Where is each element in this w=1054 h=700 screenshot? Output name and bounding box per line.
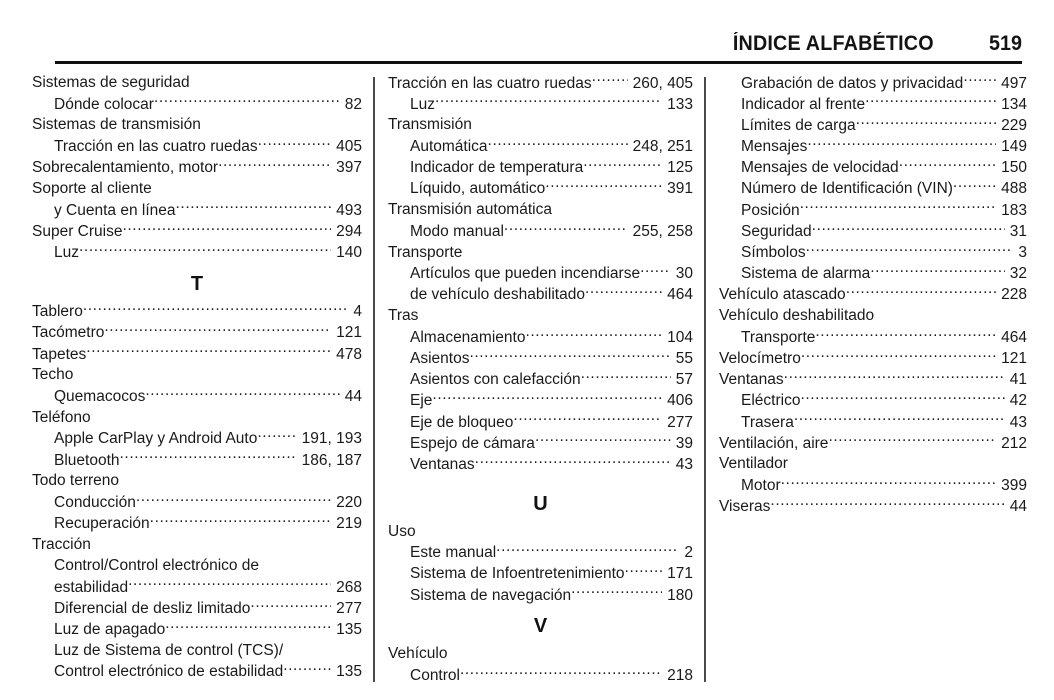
dot-leader	[165, 619, 331, 635]
index-entry-page-number: 488	[1001, 180, 1027, 198]
index-entry-label: Sistema de navegación	[410, 586, 572, 604]
index-entry-page-number: 212	[1001, 434, 1027, 452]
index-entry[interactable]	[388, 432, 693, 453]
index-entry[interactable]	[719, 432, 1027, 453]
index-entry[interactable]	[32, 597, 362, 618]
index-entry-label: Indicador de temperatura	[410, 159, 584, 177]
index-entry-page-number: 229	[1001, 116, 1027, 134]
index-entry-label: Sistema de Infoentretenimiento	[410, 565, 625, 583]
index-entry-page-number: 125	[667, 159, 693, 177]
dot-leader	[581, 369, 671, 385]
dot-leader	[815, 326, 996, 342]
index-entry-page-number: 134	[1001, 95, 1027, 113]
dot-leader	[83, 301, 349, 317]
index-entry-page-number: 135	[336, 663, 362, 681]
index-entry-label: Límites de carga	[741, 116, 856, 134]
index-entry[interactable]	[388, 326, 693, 347]
index-entry-page-number: 405	[336, 138, 362, 156]
index-entry-page-number: 2	[684, 544, 693, 562]
index-entry-page-number: 55	[675, 349, 693, 367]
dot-leader	[640, 263, 671, 279]
index-entry[interactable]	[388, 521, 693, 542]
dot-leader	[145, 385, 339, 401]
index-entry-label: Tras	[388, 307, 419, 325]
index-entry-label: Dónde colocar	[54, 95, 154, 113]
index-entry[interactable]	[32, 343, 362, 364]
index-entry[interactable]	[388, 643, 693, 664]
index-entry-page-number: 3	[1018, 244, 1027, 261]
index-entry-label: Posición	[741, 201, 800, 219]
dot-leader	[807, 136, 996, 152]
index-entry-label: Transmisión	[388, 116, 472, 134]
letter-divider-t: T	[190, 272, 204, 295]
index-entry-page-number: 121	[336, 324, 362, 342]
index-entry[interactable]	[719, 305, 1027, 326]
index-entry[interactable]	[719, 199, 1027, 220]
column-separator-1	[373, 77, 375, 682]
index-entry-page-number: 493	[336, 201, 362, 219]
dot-leader	[535, 432, 671, 448]
index-entry-page-number: 135	[336, 621, 362, 638]
index-entry[interactable]	[32, 114, 362, 135]
index-entry-page-number: 497	[1001, 74, 1027, 92]
index-entry-label: Todo terreno	[32, 472, 120, 490]
dot-leader	[122, 220, 331, 236]
index-entry[interactable]	[719, 390, 1027, 411]
index-entry-label: Ventilación, aire	[719, 434, 829, 452]
index-entry[interactable]	[388, 114, 693, 135]
index-entry[interactable]	[32, 322, 362, 343]
index-entry-label: Transporte	[388, 243, 463, 261]
index-entry[interactable]	[32, 661, 362, 682]
index-entry[interactable]	[32, 428, 362, 449]
index-entry-label: Control/Control electrónico de	[54, 556, 260, 574]
dot-leader	[283, 661, 331, 677]
index-entry-label: Conducción	[54, 493, 136, 511]
dot-leader	[504, 220, 628, 236]
dot-leader	[257, 428, 296, 444]
index-entry-label: Bluetooth	[54, 451, 120, 469]
index-entry-label: Modo manual	[410, 222, 504, 240]
index-entry-page-number: 464	[667, 286, 693, 304]
index-entry-label: Sistemas de transmisión	[32, 116, 201, 134]
index-entry[interactable]	[719, 136, 1027, 157]
index-column-2	[388, 72, 693, 682]
index-entry-label: Sistema de alarma	[741, 265, 871, 283]
index-entry[interactable]	[32, 178, 362, 199]
index-entry[interactable]	[388, 136, 693, 157]
dot-leader	[79, 242, 331, 258]
index-entry-label: Indicador al frente	[741, 95, 866, 113]
index-entry-label: Luz de apagado	[54, 621, 166, 638]
index-entry[interactable]	[32, 576, 362, 597]
index-entry-label: Ventanas	[410, 455, 475, 473]
index-entry[interactable]	[32, 534, 362, 555]
index-entry-label: Grabación de datos y privacidad	[741, 74, 964, 92]
index-entry[interactable]	[388, 220, 693, 241]
dot-leader	[794, 411, 1005, 427]
index-column-3	[719, 72, 1027, 682]
index-entry-label: Vehículo atascado	[719, 286, 846, 304]
dot-leader	[250, 597, 331, 613]
index-entry[interactable]	[719, 93, 1027, 114]
index-entry-page-number: 399	[1001, 477, 1027, 495]
index-entry-label: Tacómetro	[32, 324, 105, 342]
dot-leader	[513, 411, 662, 427]
index-entry-label: Eléctrico	[741, 392, 801, 410]
column-separator-2	[704, 77, 706, 682]
index-entry-page-number: 30	[675, 265, 693, 283]
index-entry[interactable]	[32, 491, 362, 512]
index-entry[interactable]	[388, 284, 693, 305]
dot-leader	[150, 513, 331, 529]
index-entry[interactable]	[388, 411, 693, 432]
index-entry-page-number: 228	[1001, 286, 1027, 304]
page-number: 519	[989, 32, 1022, 55]
index-entry-page-number: 150	[1001, 159, 1027, 177]
index-entry[interactable]	[719, 284, 1027, 305]
dot-leader	[592, 72, 628, 88]
dot-leader	[800, 390, 1004, 406]
index-entry-page-number: 294	[336, 222, 362, 240]
index-entry-label: Recuperación	[54, 515, 150, 533]
index-entry[interactable]	[32, 619, 362, 640]
index-entry-label: Tablero	[32, 303, 83, 321]
index-entry-label: y Cuenta en línea	[54, 201, 176, 219]
dot-leader	[899, 157, 996, 173]
index-entry-page-number: 397	[336, 159, 362, 177]
index-entry-page-number: 31	[1009, 222, 1027, 240]
index-entry[interactable]	[32, 555, 362, 576]
index-entry-page-number: 248, 251	[632, 138, 693, 156]
index-entry-label: Transmisión automática	[388, 201, 552, 219]
index-entry-page-number: 180	[667, 586, 693, 604]
index-entry[interactable]	[719, 496, 1027, 517]
dot-leader	[154, 93, 340, 109]
dot-leader	[432, 390, 662, 406]
page-header	[55, 22, 1022, 56]
index-entry[interactable]	[719, 475, 1027, 496]
index-entry-page-number: 44	[1009, 498, 1027, 516]
dot-leader	[963, 72, 996, 88]
dot-leader	[86, 343, 331, 359]
index-entry-label: Transporte	[741, 328, 816, 346]
index-entry[interactable]	[388, 263, 693, 284]
index-entry[interactable]	[388, 199, 693, 220]
dot-leader	[856, 114, 997, 130]
dot-leader	[496, 542, 679, 558]
dot-leader	[781, 475, 997, 491]
index-entry-label: Tracción en las cuatro ruedas	[388, 74, 592, 92]
index-entry-label: Eje de bloqueo	[410, 413, 514, 431]
index-entry-label: Eje	[410, 392, 433, 410]
index-entry[interactable]	[719, 369, 1027, 390]
dot-leader	[806, 242, 1014, 258]
index-entry-page-number: 43	[1009, 413, 1027, 431]
index-entry-page-number: 149	[1001, 138, 1027, 156]
index-entry-page-number: 391	[667, 180, 693, 198]
index-entry-label: Ventilador	[719, 455, 788, 473]
dot-leader	[800, 199, 997, 215]
index-entry-page-number: 219	[336, 515, 362, 533]
dot-leader	[846, 284, 996, 300]
dot-leader	[953, 178, 996, 194]
index-entry-page-number: 260, 405	[632, 74, 693, 92]
index-entry-label: Teléfono	[32, 408, 91, 426]
index-entry[interactable]	[388, 347, 693, 368]
index-entry[interactable]	[719, 157, 1027, 178]
dot-leader	[545, 178, 662, 194]
dot-leader	[469, 347, 670, 363]
index-entry-label: Tapetes	[32, 345, 87, 363]
dot-leader	[625, 563, 663, 579]
dot-leader	[571, 584, 662, 600]
index-entry-label: Tracción	[32, 535, 91, 553]
index-entry-page-number: 104	[667, 328, 693, 346]
index-entry-label: Automática	[410, 138, 488, 156]
index-entry[interactable]	[32, 199, 362, 220]
index-entry-label: Almacenamiento	[410, 328, 526, 346]
index-entry[interactable]	[719, 114, 1027, 135]
index-entry-label: Trasera	[741, 413, 794, 431]
index-entry[interactable]	[32, 72, 362, 93]
index-entry[interactable]	[388, 72, 693, 93]
index-entry[interactable]	[32, 93, 362, 114]
dot-leader	[525, 326, 662, 342]
dot-leader	[865, 93, 996, 109]
dot-leader	[460, 665, 662, 681]
index-column-1	[32, 72, 362, 682]
index-entry[interactable]	[32, 449, 362, 470]
index-entry-page-number: 140	[336, 244, 362, 261]
index-entry-label: Artículos que pueden incendiarse	[410, 265, 641, 283]
index-entry[interactable]	[32, 407, 362, 428]
index-entry-label: Número de Identificación (VIN)	[741, 180, 953, 198]
dot-leader	[104, 322, 331, 338]
index-entry-label: Viseras	[719, 498, 771, 516]
dot-leader	[488, 136, 628, 152]
index-entry[interactable]	[388, 665, 693, 686]
index-entry-label: Luz	[54, 244, 79, 261]
index-entry-label: Espejo de cámara	[410, 434, 535, 452]
index-entry-label: Uso	[388, 522, 416, 540]
index-entry[interactable]	[32, 242, 362, 263]
index-entry[interactable]	[388, 305, 693, 326]
index-entry[interactable]	[388, 157, 693, 178]
index-entry-page-number: 121	[1001, 349, 1027, 367]
dot-leader	[258, 136, 332, 152]
index-entry[interactable]	[32, 136, 362, 157]
index-entry-label: estabilidad	[54, 578, 129, 596]
index-entry-label: Líquido, automático	[410, 180, 546, 198]
index-entry-page-number: 4	[353, 303, 362, 321]
index-entry-label: Sistemas de seguridad	[32, 74, 190, 91]
index-entry[interactable]	[719, 178, 1027, 199]
index-entry-label: Super Cruise	[32, 222, 123, 240]
index-entry-label: Mensajes de velocidad	[741, 159, 899, 177]
index-entry[interactable]	[719, 263, 1027, 284]
index-entry-page-number: 464	[1001, 328, 1027, 346]
index-entry-label: Motor	[741, 477, 781, 495]
dot-leader	[770, 496, 1004, 512]
index-entry-page-number: 183	[1001, 201, 1027, 219]
index-entry[interactable]	[719, 411, 1027, 432]
index-entry[interactable]	[719, 347, 1027, 368]
index-entry-label: Ventanas	[719, 371, 784, 389]
index-entry[interactable]	[32, 470, 362, 491]
dot-leader	[828, 432, 996, 448]
index-entry[interactable]	[388, 453, 693, 474]
index-entry-label: Asientos	[410, 349, 470, 367]
index-entry-label: Luz de Sistema de control (TCS)/	[54, 641, 284, 659]
index-entry-label: Control	[410, 667, 460, 684]
index-entry[interactable]	[32, 220, 362, 241]
dot-leader	[475, 453, 671, 469]
index-entry[interactable]	[719, 242, 1027, 263]
index-entry[interactable]	[388, 242, 693, 263]
dot-leader	[585, 284, 662, 300]
index-entry-label: Velocímetro	[719, 349, 801, 367]
letter-divider-v: V	[533, 615, 548, 638]
index-entry-label: Seguridad	[741, 222, 812, 240]
index-entry-page-number: 171	[667, 565, 693, 583]
letter-divider-u: U	[533, 492, 548, 515]
index-entry-page-number: 186, 187	[301, 451, 362, 469]
dot-leader	[435, 93, 662, 109]
dot-leader	[812, 220, 1005, 236]
index-entry-page-number: 57	[675, 371, 693, 389]
index-entry[interactable]	[388, 178, 693, 199]
dot-leader	[583, 157, 662, 173]
index-entry-page-number: 218	[667, 667, 693, 684]
index-entry-label: Techo	[32, 366, 74, 384]
index-entry-page-number: 42	[1009, 392, 1027, 410]
dot-leader	[218, 157, 331, 173]
index-entry-label: Símbolos	[741, 244, 806, 261]
index-entry-label: Apple CarPlay y Android Auto	[54, 430, 258, 448]
index-entry-page-number: 255, 258	[632, 222, 693, 240]
dot-leader	[784, 369, 1005, 385]
index-entry-page-number: 406	[667, 392, 693, 410]
index-entry[interactable]	[388, 542, 693, 563]
index-columns	[0, 72, 1054, 686]
index-entry-page-number: 277	[667, 413, 693, 431]
page-title: ÍNDICE ALFABÉTICO	[733, 32, 934, 55]
index-entry[interactable]	[388, 369, 693, 390]
index-entry-page-number: 220	[336, 493, 362, 511]
index-entry-page-number: 44	[344, 387, 362, 405]
index-entry-label: Tracción en las cuatro ruedas	[54, 138, 258, 156]
index-entry[interactable]	[388, 563, 693, 584]
index-entry-page-number: 43	[675, 455, 693, 473]
index-entry[interactable]	[32, 364, 362, 385]
index-entry-label: Quemacocos	[54, 387, 146, 405]
header-divider-rule	[55, 61, 1022, 64]
index-entry[interactable]	[32, 301, 362, 322]
dot-leader	[801, 347, 996, 363]
index-entry[interactable]	[32, 157, 362, 178]
index-entry-page-number: 82	[344, 95, 362, 113]
index-entry-label: Vehículo deshabilitado	[719, 307, 875, 325]
dot-leader	[176, 199, 332, 215]
index-entry-label: Luz	[410, 95, 435, 113]
index-entry[interactable]	[32, 385, 362, 406]
dot-leader	[136, 491, 331, 507]
index-entry-page-number: 39	[675, 434, 693, 452]
index-entry-label: de vehículo deshabilitado	[410, 286, 585, 304]
index-entry[interactable]	[32, 513, 362, 534]
index-entry[interactable]	[719, 72, 1027, 93]
index-entry-page-number: 41	[1009, 371, 1027, 389]
index-entry-label: Diferencial de desliz limitado	[54, 599, 251, 617]
index-entry[interactable]	[719, 453, 1027, 474]
index-entry-label: Control electrónico de estabilidad	[54, 663, 284, 681]
dot-leader	[128, 576, 331, 592]
index-entry-page-number: 478	[336, 345, 362, 363]
dot-leader	[120, 449, 297, 465]
index-entry-label: Asientos con calefacción	[410, 371, 581, 389]
index-entry[interactable]	[388, 93, 693, 114]
index-entry-page-number: 268	[336, 578, 362, 596]
index-entry-page-number: 191, 193	[301, 430, 362, 448]
dot-leader	[870, 263, 1005, 279]
index-entry-label: Mensajes	[741, 138, 808, 156]
index-entry-label: Soporte al cliente	[32, 179, 152, 197]
index-entry-label: Sobrecalentamiento, motor	[32, 159, 219, 177]
index-entry[interactable]	[719, 326, 1027, 347]
index-entry-label: Este manual	[410, 544, 497, 562]
index-entry-page-number: 32	[1009, 265, 1027, 283]
index-entry[interactable]	[388, 390, 693, 411]
index-entry[interactable]	[388, 584, 693, 605]
index-entry[interactable]	[719, 220, 1027, 241]
index-entry-page-number: 277	[336, 599, 362, 617]
index-entry-page-number: 133	[667, 95, 693, 113]
index-entry[interactable]	[32, 640, 362, 661]
index-entry-label: Vehículo	[388, 645, 448, 663]
